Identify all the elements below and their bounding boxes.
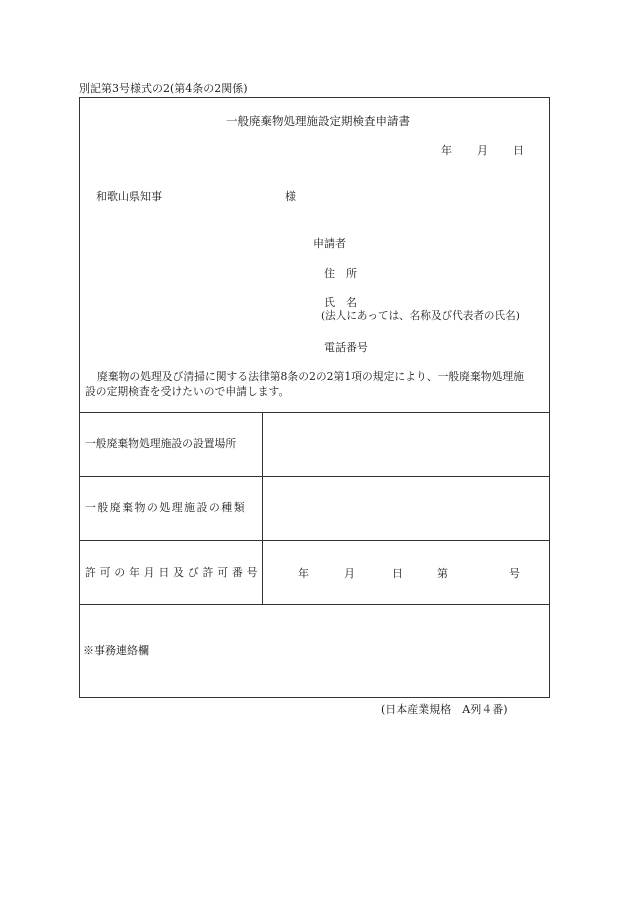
date-year-label: 年	[441, 144, 452, 157]
body-text-line-1: 廃棄物の処理及び清掃に関する法律第8条の2の2第1項の規定により、一般廃棄物処理施	[97, 370, 524, 383]
divider-3	[80, 540, 549, 541]
applicant-name-note: (法人にあっては、名称及び代表者の氏名)	[321, 310, 520, 322]
row-label-installation-site: 一般廃棄物処理施設の設置場所	[85, 437, 237, 450]
form-reference: 別記第3号様式の2(第4条の2関係)	[79, 82, 248, 95]
permit-dai-label: 第	[437, 567, 448, 580]
applicant-phone-label: 電話番号	[324, 341, 368, 354]
addressee-name: 和歌山県知事	[96, 190, 162, 203]
applicant-name-label: 氏 名	[324, 296, 357, 309]
divider-4	[80, 604, 549, 605]
permit-year-label: 年	[298, 567, 309, 580]
date-month-label: 月	[477, 144, 488, 157]
paper-size-footer: (日本産業規格 A列４番)	[381, 703, 508, 716]
row-value-installation-site	[263, 413, 549, 475]
application-form	[79, 97, 550, 698]
permit-month-label: 月	[344, 567, 355, 580]
row-label-permit-date-number: 許可の年月日及び許可番号	[85, 566, 262, 579]
date-day-label: 日	[513, 144, 524, 157]
permit-go-label: 号	[509, 567, 520, 580]
body-text-line-2: 設の定期検査を受けたいので申請します。	[85, 385, 290, 398]
applicant-heading: 申請者	[313, 237, 346, 250]
applicant-address-label: 住 所	[324, 267, 357, 280]
row-label-facility-type: 一般廃棄物の処理施設の種類	[85, 501, 247, 514]
row-value-facility-type	[263, 477, 549, 539]
office-note-label: ※事務連絡欄	[83, 644, 149, 657]
addressee-honorific: 様	[285, 190, 296, 203]
form-title: 一般廃棄物処理施設定期検査申請書	[226, 114, 410, 128]
permit-day-label: 日	[392, 567, 403, 580]
